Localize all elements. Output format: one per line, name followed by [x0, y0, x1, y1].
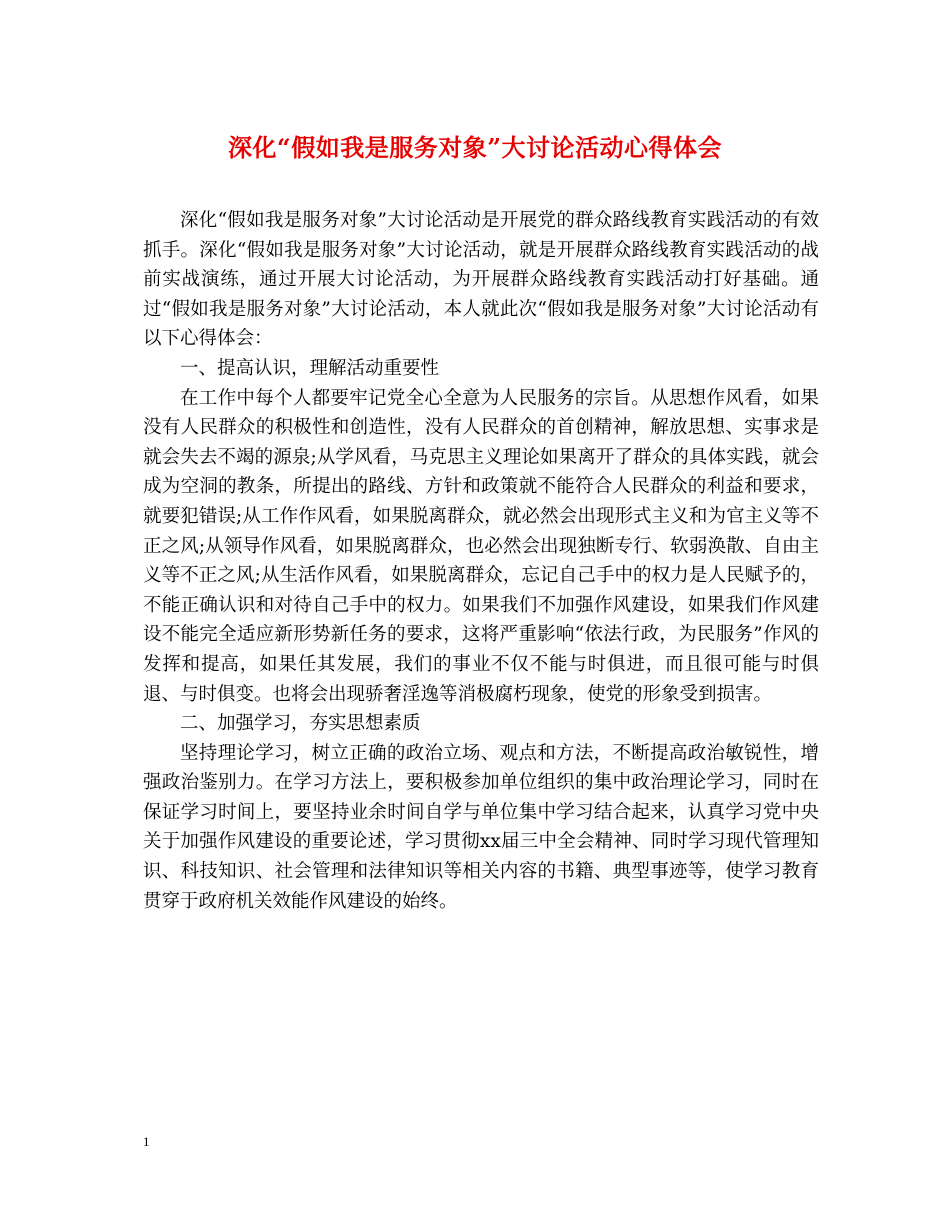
- section-heading-2: 二、加强学习，夯实思想素质: [180, 713, 421, 735]
- section-heading-1: 一、提高认识，理解活动重要性: [180, 357, 440, 379]
- paragraph-section-2: 坚持理论学习，树立正确的政治立场、观点和方法，不断提高政治敏锐性，增强政治鉴别力。在学习方法上，要积极参加单位组织的集中政治理论学习，同时在保证学习时间上，要坚持业余时间自学与单位集中学习结合起来，认真学习党中央关于加强作风建设的重要论述，学习贯彻xx届三中全会精神、同时学习现代管理知识、科技知识、社会管理和法律知识等相关内容的书籍、典型事迹等，使学习教育贯穿于政府机关效能作风建设的始终。: [143, 742, 819, 912]
- paragraph-intro: 深化“假如我是服务对象”大讨论活动是开展党的群众路线教育实践活动的有效抓手。深化“假如我是服务对象”大讨论活动，就是开展群众路线教育实践活动的战前实战演练，通过开展大讨论活动，为开展群众路线教育实践活动打好基础。通过“假如我是服务对象”大讨论活动，本人就此次“假如我是服务对象”大讨论活动有以下心得体会：: [143, 210, 819, 350]
- document-body: [143, 206, 819, 916]
- page-number: 1: [143, 1134, 150, 1149]
- document-title: 深化“假如我是服务对象”大讨论活动心得体会: [227, 133, 723, 162]
- paragraph-section-1: 在工作中每个人都要牢记党全心全意为人民服务的宗旨。从思想作风看，如果没有人民群众的积极性和创造性，没有人民群众的首创精神，解放思想、实事求是就会失去不竭的源泉;从学风看，马克思主义理论如果离开了群众的具体实践，就会成为空洞的教条，所提出的路线、方针和政策就不能符合人民群众的利益和要求，就要犯错误;从工作作风看，如果脱离群众，就必然会出现形式主义和为官主义等不正之风;从领导作风看，如果脱离群众，也必然会出现独断专行、软弱涣散、自由主义等不正之风;从生活作风看，如果脱离群众，忘记自己手中的权力是人民赋予的，不能正确认识和对待自己手中的权力。如果我们不加强作风建设，如果我们作风建设不能完全适应新形势新任务的要求，这将严重影响“依法行政，为民服务”作风的发挥和提高，如果任其发展，我们的事业不仅不能与时俱进，而且很可能与时俱退、与时俱变。也将会出现骄奢淫逸等消极腐朽现象，使党的形象受到损害。: [143, 387, 819, 705]
